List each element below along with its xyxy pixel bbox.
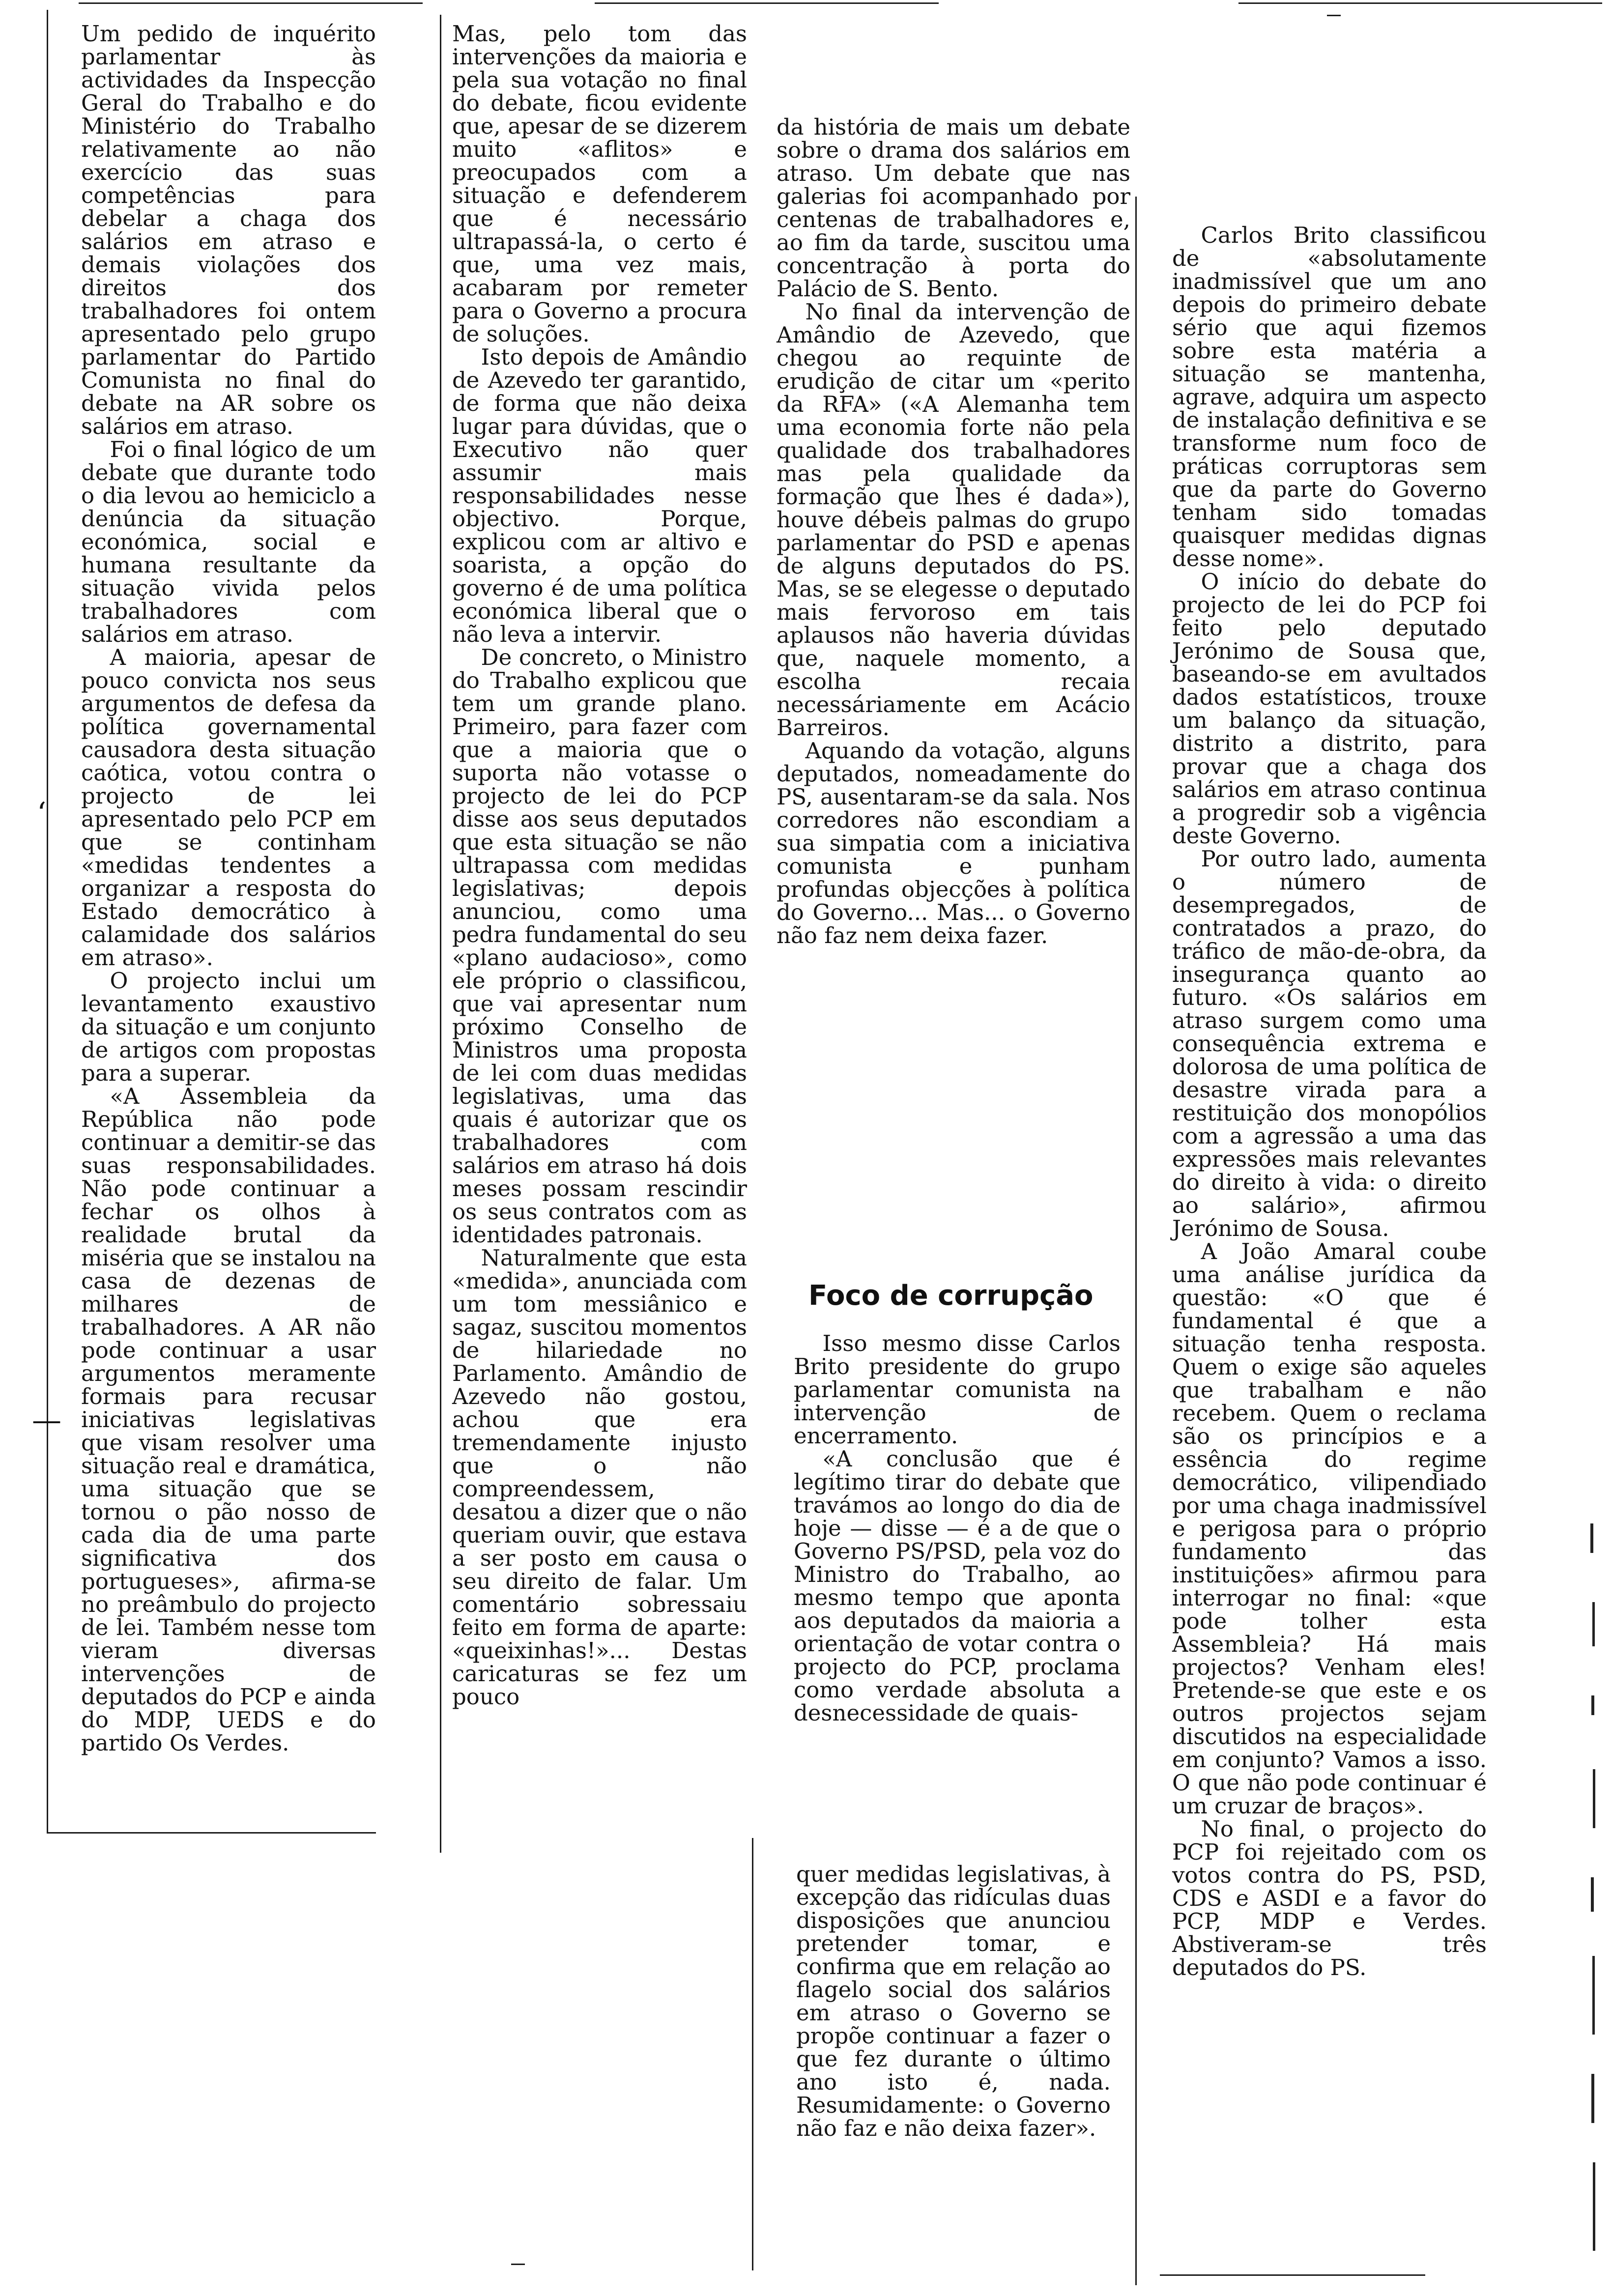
margin-mark: — bbox=[32, 1403, 61, 1437]
paragraph: O projecto inclui um levantamento exaustivo da situação e um conjunto de artigos com propostas para a superar. bbox=[81, 968, 376, 1086]
column-divider-2 bbox=[752, 1838, 753, 2270]
paragraph: Isto depois de Amândio de Azevedo ter garantido, de forma que não deixa lugar para dúvidas, que o Executivo não quer assumir mais responsabilidades nesse objectivo. Porque, explicou com ar altivo e soarista, a opção do governo é de uma política económica liberal que o não leva a intervir. bbox=[452, 344, 747, 647]
article-column-3-continued bbox=[794, 1332, 1121, 1724]
paragraph: Foi o final lógico de um debate que durante todo o dia levou ao hemiciclo a denúncia da situação económica, social e humana resultante da situação vivida pelos trabalhadores com salários em atraso. bbox=[81, 436, 376, 647]
article-column-3-bottom bbox=[796, 1863, 1111, 2140]
paragraph: «A Assembleia da República não pode continuar a demitir-se das suas responsabilidades. Não pode continuar a fechar os olhos à realidade brutal da miséria que se instalou na casa de dezenas de milhares de trabalhadores. A AR não pode continuar a usar argumentos meramente formais para recusar iniciativas legislativas que visam resolver uma situação real e dramática, uma situação que se tornou o pão nosso de cada dia de uma parte significativa dos portugueses», afirma-se no preâmbulo do projecto de lei. Também nesse tom vieram diversas intervenções de deputados do PCP e ainda do MDP, UEDS e do partido Os Verdes. bbox=[81, 1083, 376, 1756]
edge-speckle bbox=[1592, 1956, 1595, 2035]
edge-speckle bbox=[1591, 2074, 1594, 2123]
article-column-2 bbox=[452, 22, 747, 1708]
edge-speckle bbox=[1590, 1523, 1593, 1553]
edge-speckle bbox=[1593, 1769, 1595, 1828]
paragraph: Por outro lado, aumenta o número de desempregados, de contratados a prazo, do tráfico de mão-de-obra, da insegurança quanto ao futuro. «Os salários em atraso surgem como uma consequência extrema e dolorosa de uma política de desastre virada para a restituição dos monopólios com a agressão a uma das expressões mais relevantes do direito à vida: o direito ao salário», afirmou Jerónimo de Sousa. bbox=[1172, 846, 1487, 1241]
paragraph: Aquando da votação, alguns deputados, nomeadamente do PS, ausentaram-se da sala. Nos corredores não escondiam a sua simpatia com a iniciativa comunista e punham profundas objecções à política do Governo... Mas... o Governo não faz nem deixa fazer. bbox=[777, 738, 1130, 948]
edge-speckle bbox=[1593, 2162, 1595, 2251]
edge-speckle bbox=[1591, 1695, 1594, 1715]
paragraph: Mas, pelo tom das intervenções da maioria e pela sua votação no final do debate, ficou evidente que, apesar de se dizerem muito «aflitos» e preocupados com a situação e defenderem que é necessário ultrapassá-la, o certo é que, uma vez mais, acabaram por remeter para o Governo a procura de soluções. bbox=[452, 21, 747, 347]
article-column-3 bbox=[777, 115, 1130, 947]
top-tick bbox=[1327, 15, 1341, 16]
paragraph: Isso mesmo disse Carlos Brito presidente do grupo parlamentar comunista na intervenção de encerramento. bbox=[794, 1330, 1121, 1449]
article-column-1 bbox=[81, 22, 376, 1754]
top-rule-mid bbox=[595, 2, 939, 4]
paragraph: Um pedido de inquérito parlamentar às actividades da Inspecção Geral do Trabalho e do Ministério do Trabalho relativamente ao não exercício das suas competências para debelar a chaga dos salários em atraso e demais violações dos direitos dos trabalhadores foi ontem apresentado pelo grupo parlamentar do Partido Comunista no final do debate na AR sobre os salários em atraso. bbox=[81, 21, 376, 439]
paragraph: O início do debate do projecto de lei do PCP foi feito pelo deputado Jerónimo de Sousa que, baseando-se em avultados dados estatísticos, trouxe um balanço da situação, distrito a distrito, para provar que a chaga dos salários em atraso continua a progredir sob a vigência deste Governo. bbox=[1172, 569, 1487, 849]
paragraph: «A conclusão que é legítimo tirar do debate que travámos ao longo do dia de hoje — disse — é a de que o Governo PS/PSD, pela voz do Ministro do Trabalho, ao mesmo tempo que aponta aos deputados da maioria a orientação de votar contra o projecto do PCP, proclama como verdade absoluta a desnecessidade de quais- bbox=[794, 1446, 1121, 1726]
paragraph: No final da intervenção de Amândio de Azevedo, que chegou ao requinte de erudição de citar um «perito da RFA» («A Alemanha tem uma economia forte não pela qualidade dos trabalhadores mas pela qualidade da formação que lhes é dada»), houve débeis palmas do grupo parlamentar do PSD e apenas de alguns deputados do PS. Mas, se se elegesse o deputado mais fervoroso em tais aplausos não haveria dúvidas que, naquele momento, a escolha recaia necessáriamente em Acácio Barreiros. bbox=[777, 299, 1130, 741]
paragraph: De concreto, o Ministro do Trabalho explicou que tem um grande plano. Primeiro, para fazer com que a maioria que o suporta não votasse o projecto de lei do PCP disse aos seus deputados que esta situação se não ultrapassa com medidas legislativas; depois anunciou, como uma pedra fundamental do seu «plano audacioso», como ele próprio o classificou, que vai apresentar num próximo Conselho de Ministros uma proposta de lei com duas medidas legislativas, uma das quais é autorizar que os trabalhadores com salários em atraso há dois meses possam rescindir os seus contratos com as identidades patronais. bbox=[452, 644, 747, 1248]
article-column-4 bbox=[1172, 224, 1487, 1979]
edge-speckle bbox=[1591, 1877, 1594, 1912]
column-frame-left bbox=[47, 10, 48, 1833]
paragraph: quer medidas legislativas, à excepção das ridículas duas disposições que anunciou pretender tomar, e confirma que em relação ao flagelo social dos salários em atraso o Governo se propõe continuar a fazer o que fez durante o último ano isto é, nada. Resumidamente: o Governo não faz e não deixa fazer». bbox=[796, 1861, 1111, 2141]
bottom-tick bbox=[511, 2264, 525, 2265]
paragraph: Carlos Brito classificou de «absolutamente inadmissível que um ano depois do primeiro debate sério que aqui fizemos sobre esta matéria a situação se mantenha, agrave, adquira um aspecto de instalação definitiva e se transforme num foco de práticas corruptoras sem que da parte do Governo tenham sido tomadas quaisquer medidas dignas desse nome». bbox=[1172, 222, 1487, 572]
paragraph: Naturalmente que esta «medida», anunciada com um tom messiânico e sagaz, suscitou momentos de hilariedade no Parlamento. Amândio de Azevedo não gostou, achou que era tremendamente injusto que o não compreendessem, desatou a dizer que o não queriam ouvir, que estava a ser posto em causa o seu direito de falar. Um comentário sobressaiu feito em forma de aparte: «queixinhas!»... Destas caricaturas se fez um pouco bbox=[452, 1245, 747, 1710]
top-rule-left bbox=[79, 2, 423, 4]
paragraph: da história de mais um debate sobre o drama dos salários em atraso. Um debate que nas galerias foi acompanhado por centenas de trabalhadores e, ao fim da tarde, suscitou uma concentração à porta do Palácio de S. Bento. bbox=[777, 114, 1130, 302]
paragraph: No final, o projecto do PCP foi rejeitado com os votos contra do PS, PSD, CDS e ASDI e a favor do PCP, MDP e Verdes. Abstiveram-se três deputados do PS. bbox=[1172, 1816, 1487, 1980]
paragraph: A maioria, apesar de pouco convicta nos seus argumentos de defesa da política governamental causadora desta situação caótica, votou contra o projecto de lei apresentado pelo PCP em que se continham «medidas tendentes a organizar a resposta do Estado democrático à calamidade dos salários em atraso». bbox=[81, 644, 376, 971]
margin-mark: ‘ bbox=[37, 796, 47, 831]
edge-speckle bbox=[1592, 1602, 1595, 1646]
paragraph: A João Amaral coube uma análise jurídica da questão: «O que é fundamental é que a situação tenha resposta. Quem o exige são aqueles que trabalham e não recebem. Quem o reclama são os princípios e a essência do regime democrático, vilipendiado por uma chaga inadmissível e perigosa para o próprio fundamento das instituições» afirmou para interrogar no final: «que pode tolher esta Assembleia? Há mais projectos? Venham eles! Pretende-se que este e os outros projectos sejam discutidos na especialidade em conjunto? Vamos a isso. O que não pode continuar é um cruzar de braços». bbox=[1172, 1238, 1487, 1819]
section-heading: Foco de corrupção bbox=[808, 1280, 1094, 1312]
column-frame-bottom bbox=[47, 1832, 376, 1834]
column-divider-1 bbox=[440, 15, 441, 1853]
top-rule-right bbox=[1238, 2, 1602, 4]
column-divider-3 bbox=[1135, 197, 1137, 2285]
bottom-rule bbox=[1160, 2274, 1425, 2276]
